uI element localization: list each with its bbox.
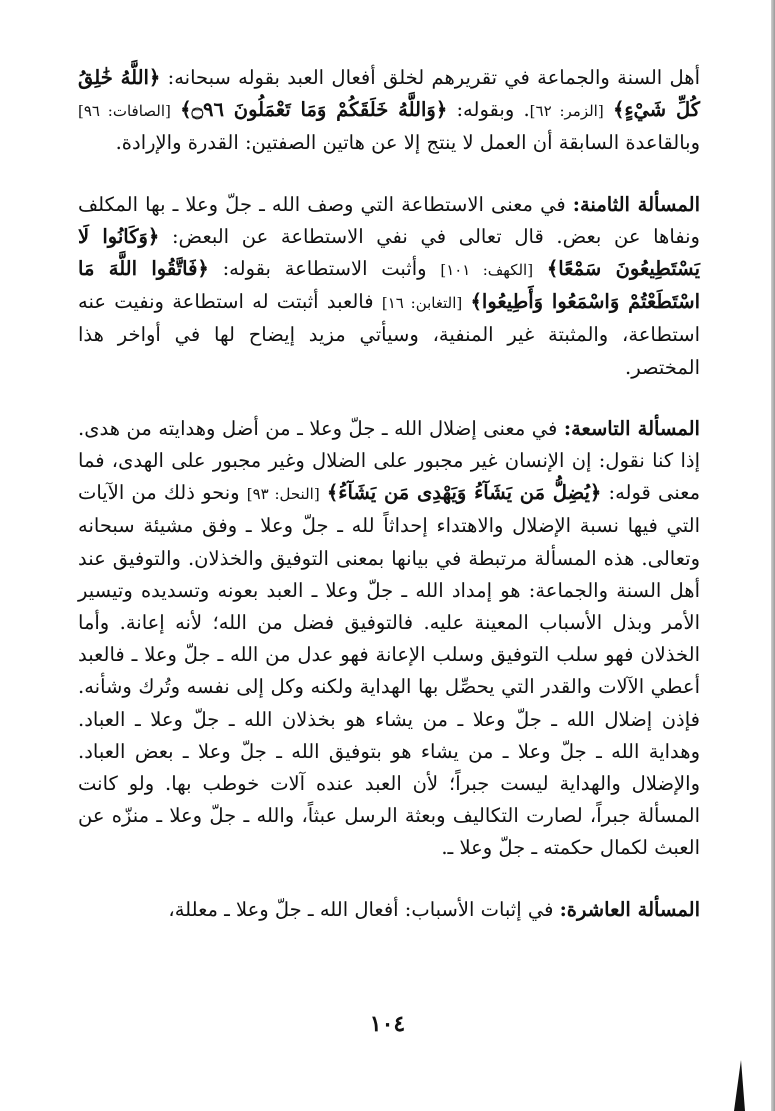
scan-mark	[734, 1060, 745, 1111]
body-text: فالعبد أثبتت له استطاعة ونفيت عنه استطاعة، والمثبتة غير المنفية، وسيأتي مزيد إيضاح لها في أواخر هذا المختصر.	[78, 290, 700, 379]
verse-reference: [النحل: ٩٣]	[246, 485, 320, 504]
quran-verse: ﴿يُضِلُّ مَن يَشَآءُ وَيَهْدِى مَن يَشَآءُ﴾	[326, 481, 602, 505]
issue-heading: المسألة التاسعة:	[563, 416, 700, 440]
page-body	[78, 62, 700, 926]
verse-reference: [الزمر: ٦٢]	[529, 102, 604, 121]
verse-reference: [الكهف: ١٠١]	[440, 261, 534, 280]
body-text: في إثبات الأسباب: أفعال الله ـ جلّ وعلا ـ معللة،	[168, 897, 560, 921]
issue-heading: المسألة الثامنة:	[572, 192, 701, 216]
body-text	[533, 257, 547, 280]
verse-reference: [الصافات: ٩٦]	[78, 102, 171, 121]
paragraph-issue-nine	[78, 413, 700, 865]
quran-verse: ﴿اللَّهُ خَٰلِقُ كُلِّ شَيْءٍ﴾	[78, 66, 701, 122]
scan-edge	[771, 0, 775, 1111]
body-text: . وبقوله:	[447, 98, 530, 122]
paragraph-issue-ten	[78, 894, 700, 926]
paragraph-creation-of-acts	[78, 62, 700, 160]
body-text: أهل السنة والجماعة في تقريرهم لخلق أفعال العبد بقوله سبحانه:	[160, 66, 700, 89]
body-text: وبالقاعدة السابقة أن العمل لا ينتج إلا عن هاتين الصفتين: القدرة والإرادة.	[115, 131, 700, 155]
issue-heading: المسألة العاشرة:	[559, 897, 700, 921]
quran-verse: ﴿وَاللَّهُ خَلَقَكُمْ وَمَا تَعْمَلُونَ ۝٩٦﴾	[180, 98, 448, 122]
quran-verse: ﴿وَكَانُوا لَا يَسْتَطِيعُونَ سَمْعًا﴾	[78, 224, 700, 281]
paragraph-issue-eight	[78, 189, 700, 384]
verse-reference: [التغابن: ١٦]	[381, 294, 463, 313]
body-text: ونحو ذلك من الآيات التي فيها نسبة الإضلال والاهتداء إحداثاً لله ـ جلّ وعلا ـ وفق مشيئة سبحانه وتعالى. هذه المسألة مرتبطة في بيانها بمعنى التوفيق والخذلان. والتوفيق عند أهل السنة والجماعة: هو إمداد الله ـ جلّ وعلا ـ العبد بعونه وتسديده وتيسير الأمر وبذل الأسباب المعينة عليه. فالتوفيق فضل من الله؛ لأنه إعانة. وأما الخذلان فهو سلب التوفيق وسلب الإعانة فهو عدل من الله ـ جلّ وعلا ـ فالعبد أعطي الآلات والقدر التي يحصِّل بها الهداية ولكنه وكل إلى نفسه وتُرك وشأنه. فإذن إضلال الله ـ جلّ وعلا ـ من يشاء هو بخذلان الله ـ جلّ وعلا ـ العباد. وهداية الله ـ جلّ وعلا ـ من يشاء هو بتوفيق الله ـ جلّ وعلا ـ بعض العباد. والإضلال والهداية ليست جبراً؛ لأن العبد عنده آلات خوطب بها. ولو كانت المسألة جبراً، لصارت التكاليف وبعثة الرسل عبثاً، والله ـ جلّ وعلا ـ منزّه عن العبث لكمال حكمته ـ جلّ وعلا ـ.	[78, 481, 700, 860]
page-number: ١٠٤	[369, 1011, 406, 1037]
body-text: في معنى الاستطاعة التي وصف الله ـ جلّ وعلا ـ بها المكلف ونفاها عن بعض. قال تعالى في نفي الاستطاعة عن البعض:	[78, 192, 700, 248]
quran-verse: ﴿فَاتَّقُوا اللَّهَ مَا اسْتَطَعْتُمْ وَاسْمَعُوا وَأَطِيعُوا﴾	[78, 257, 700, 314]
body-text: في معنى إضلال الله ـ جلّ وعلا ـ من أضل وهدايته من هدى. إذا كنا نقول: إن الإنسان غير مجبور على الضلال وغير مجبور على الهدى، فما معنى قوله:	[78, 416, 701, 505]
body-text	[320, 481, 327, 504]
body-text: وأثبت الاستطاعة بقوله:	[208, 257, 441, 281]
body-text	[604, 98, 613, 121]
body-text	[171, 98, 180, 121]
